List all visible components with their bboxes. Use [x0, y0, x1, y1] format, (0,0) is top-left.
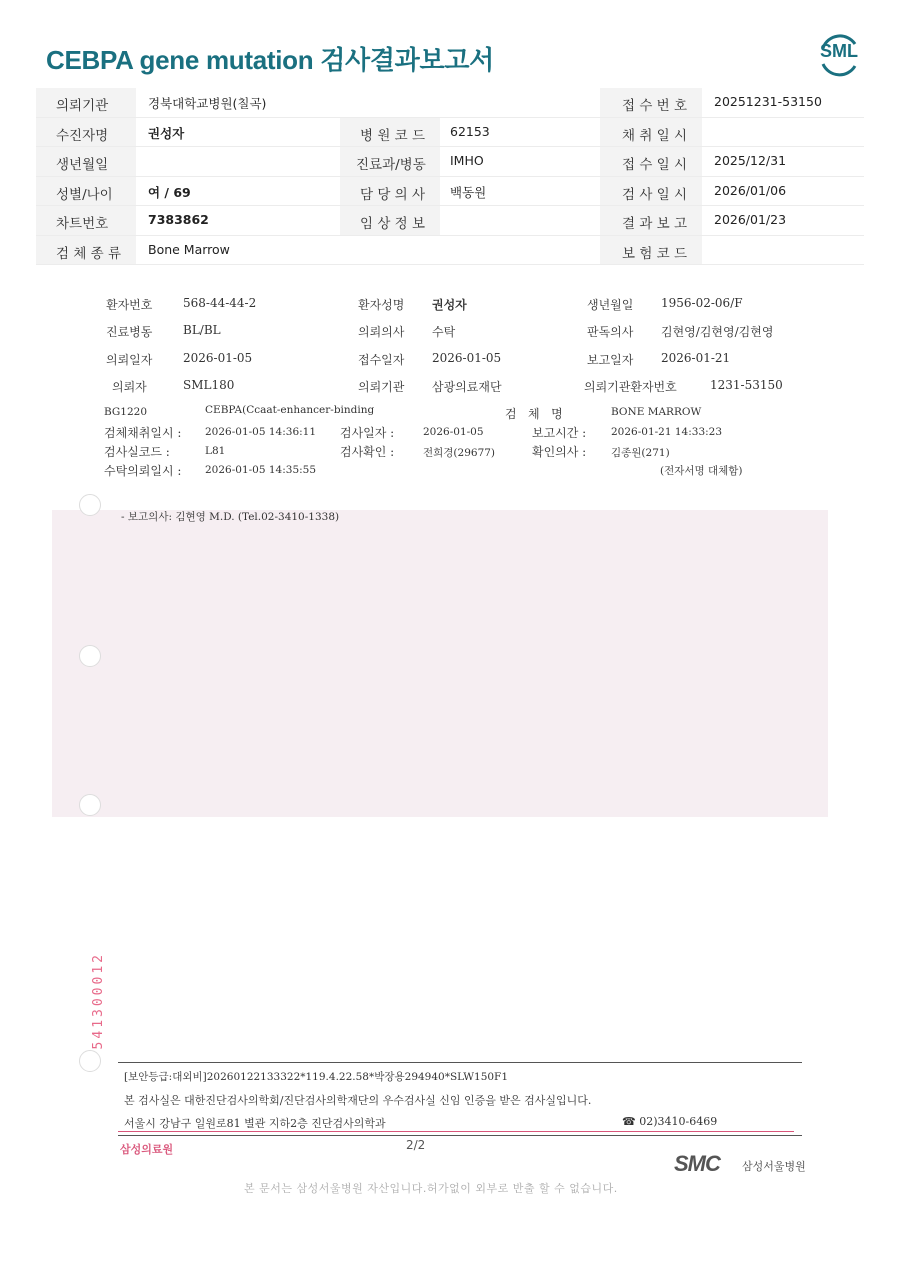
report-value-birth: 1956-02-06/F — [661, 296, 743, 310]
report-value-test-date: 2026-01-05 — [423, 426, 484, 438]
label-chart-number: 차트번호 — [56, 216, 109, 232]
report-label-requesting-doctor: 의뢰의사 — [358, 325, 405, 339]
info-row-3 — [36, 147, 864, 177]
value-attending-doctor: 백동원 — [450, 184, 487, 200]
report-value-report-time: 2026-01-21 14:33:23 — [611, 426, 723, 438]
label-patient-name: 수진자명 — [56, 127, 109, 144]
value-department: IMHO — [450, 153, 484, 168]
confidentiality-notice: 본 문서는 삼성서울병원 자산입니다.허가없이 외부로 반출 할 수 없습니다. — [244, 1182, 618, 1195]
smc-logo: SMC — [674, 1151, 720, 1176]
report-value-confirm-doctor: 김종원(271) — [611, 447, 670, 459]
report-label-confirm-doctor: 확인의사 : — [532, 445, 587, 459]
report-label-reading-doctor: 판독의사 — [587, 325, 634, 339]
info-row-4 — [36, 177, 864, 207]
security-grade: [보안등급:대외비]20260122133322*119.4.22.58*박장용294940*SLW150F1 — [124, 1071, 509, 1083]
report-value-requesting-institution: 삼광의료재단 — [432, 380, 502, 394]
page-number: 2/2 — [406, 1138, 426, 1152]
report-value-requesting-doctor: 수탁 — [432, 325, 456, 339]
report-specimen-label: 검 체 명 — [505, 407, 563, 421]
report-label-test-confirm: 검사확인 : — [340, 445, 395, 459]
report-label-requester: 의뢰자 — [112, 380, 147, 394]
report-signature-note: (전자서명 대체함) — [660, 465, 743, 477]
lab-address: 서울시 강남구 일원로81 별관 지하2층 진단검사의학과 — [124, 1117, 386, 1130]
result-area — [52, 510, 828, 817]
label-clinical-info: 임 상 정 보 — [360, 216, 426, 232]
samsung-medical-logo: 삼성의료원 — [120, 1143, 174, 1156]
page-title: CEBPA gene mutation 검사결과보고서 — [46, 45, 494, 75]
report-label-collection-time: 검체채취일시 : — [104, 426, 182, 440]
lab-phone: ☎ 02)3410-6469 — [622, 1115, 718, 1128]
report-value-request-date: 2026-01-05 — [183, 351, 253, 365]
report-value-consign-time: 2026-01-05 14:35:55 — [205, 464, 317, 476]
report-label-report-time: 보고시간 : — [532, 426, 587, 440]
vertical-serial-number: 541300012 — [91, 952, 106, 1050]
report-label-report-date: 보고일자 — [587, 353, 634, 367]
report-label-receipt-date: 접수일자 — [358, 353, 405, 367]
label-result-report: 결 과 보 고 — [622, 216, 688, 232]
binder-hole — [79, 794, 101, 816]
report-specimen-value: BONE MARROW — [611, 406, 702, 418]
footer-divider — [118, 1062, 802, 1063]
footer-pink-line — [118, 1131, 794, 1132]
value-sex-age: 여 / 69 — [148, 184, 191, 200]
report-value-report-date: 2026-01-21 — [661, 351, 731, 365]
label-specimen-type: 검 체 종 류 — [56, 245, 122, 262]
label-requesting-institution: 의뢰기관 — [56, 98, 109, 114]
report-label-request-date: 의뢰일자 — [106, 353, 153, 367]
report-value-institution-patient-no: 1231-53150 — [710, 378, 783, 392]
report-test-name: CEBPA(Ccaat-enhancer-binding — [205, 404, 375, 416]
report-label-institution-patient-no: 의뢰기관환자번호 — [584, 380, 677, 394]
value-result-report: 2026/01/23 — [714, 212, 787, 227]
info-row-1 — [36, 88, 864, 118]
value-hospital-code: 62153 — [450, 123, 490, 139]
report-label-patient-name: 환자성명 — [358, 298, 405, 312]
report-value-ward: BL/BL — [183, 323, 221, 337]
value-receipt-date: 2025/12/31 — [714, 153, 787, 168]
report-label-ward: 진료병동 — [106, 325, 153, 339]
lab-certification: 본 검사실은 대한진단검사의학회/진단검사의학재단의 우수검사실 신임 인증을 받은 검사실입니다. — [124, 1094, 592, 1107]
reporting-doctor: - 보고의사: 김현영 M.D. (Tel.02-3410-1338) — [121, 511, 340, 523]
report-value-collection-time: 2026-01-05 14:36:11 — [205, 426, 317, 438]
report-value-patient-id: 568-44-44-2 — [183, 296, 257, 310]
value-receipt-number: 20251231-53150 — [714, 94, 822, 109]
label-hospital-code: 병 원 코 드 — [360, 127, 426, 144]
report-value-requester: SML180 — [183, 378, 235, 392]
value-requesting-institution: 경북대학교병원(칠곡) — [148, 96, 267, 111]
report-value-patient-name: 권성자 — [432, 298, 467, 312]
info-row-2 — [36, 118, 864, 148]
report-label-test-date: 검사일자 : — [340, 426, 395, 440]
binder-hole — [79, 1050, 101, 1072]
label-receipt-date: 접 수 일 시 — [622, 157, 688, 173]
footer-divider-2 — [118, 1135, 802, 1136]
label-sex-age: 성별/나이 — [56, 186, 113, 203]
value-patient-name: 권성자 — [148, 125, 185, 141]
report-label-lab-code: 검사실코드 : — [104, 445, 170, 459]
binder-hole — [79, 494, 101, 516]
report-test-code: BG1220 — [104, 406, 148, 418]
info-row-6 — [36, 236, 864, 266]
report-value-reading-doctor: 김현영/김현영/김현영 — [661, 325, 774, 339]
label-collection-date: 채 취 일 시 — [622, 127, 688, 144]
value-chart-number: 7383862 — [148, 212, 209, 227]
value-test-date: 2026/01/06 — [714, 182, 787, 198]
label-test-date: 검 사 일 시 — [622, 186, 688, 203]
report-value-lab-code: L81 — [205, 445, 226, 457]
label-attending-doctor: 담 당 의 사 — [360, 186, 426, 203]
label-birth-date: 생년월일 — [56, 157, 109, 173]
patient-info-table — [36, 88, 864, 265]
value-specimen-type: Bone Marrow — [148, 241, 230, 257]
smc-logo-text: 삼성서울병원 — [742, 1160, 806, 1173]
info-row-5 — [36, 206, 864, 236]
label-insurance-code: 보 험 코 드 — [622, 245, 688, 262]
report-label-birth: 생년월일 — [587, 298, 634, 312]
report-value-receipt-date: 2026-01-05 — [432, 351, 502, 365]
sml-logo-text: SML — [820, 41, 858, 61]
label-department: 진료과/병동 — [356, 157, 426, 173]
binder-hole — [79, 645, 101, 667]
report-label-patient-id: 환자번호 — [106, 298, 153, 312]
report-label-consign-time: 수탁의뢰일시 : — [104, 464, 182, 478]
report-value-test-confirm: 전희경(29677) — [423, 447, 496, 459]
label-receipt-number: 접 수 번 호 — [622, 98, 688, 114]
report-label-requesting-institution: 의뢰기관 — [358, 380, 405, 394]
